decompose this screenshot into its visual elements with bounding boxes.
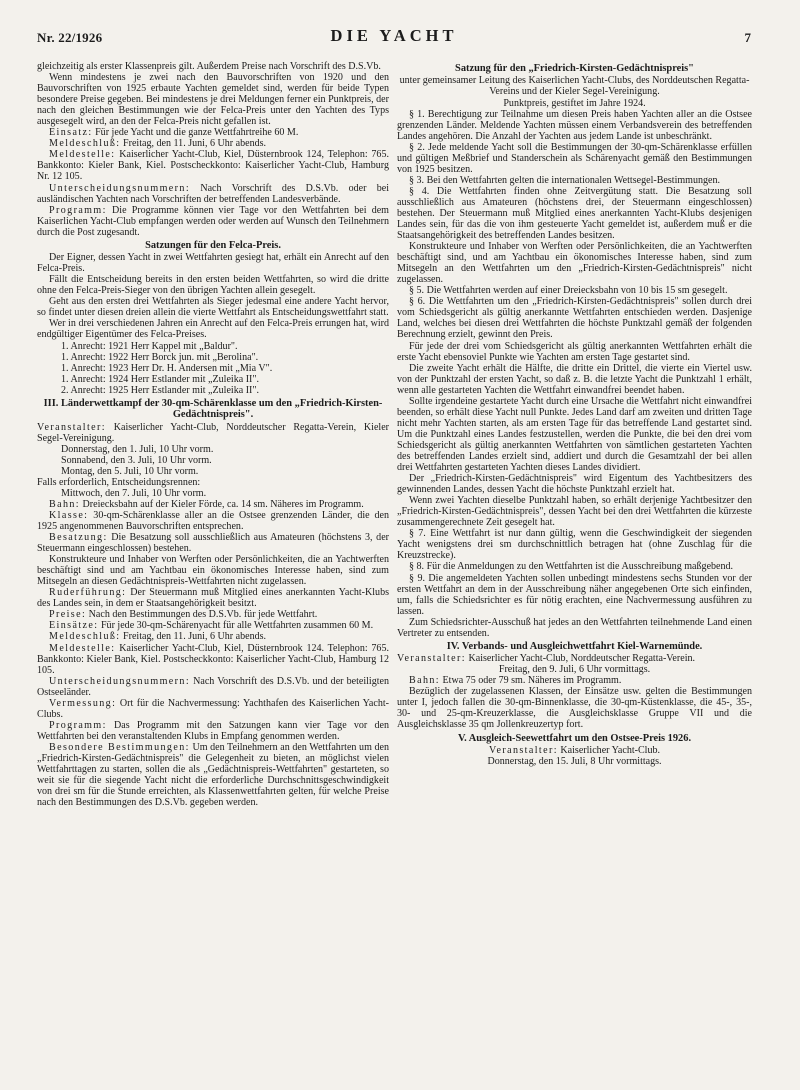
paragraph: Punktpreis, gestiftet im Jahre 1924. [503,97,646,109]
issue-number: Nr. 22/1926 [37,30,103,45]
einsatz-text: Für jede Yacht und die ganze Wettfahrtreihe 60 M. [95,127,299,139]
paragraph: unter gemeinsamer Leitung des Kaiserlichen Yacht-Clubs, des Norddeutschen Regatta-Vereins und der Kieler Segel-Vereinigung. [399,75,750,98]
list-item: Montag, den 5. Juli, 10 Uhr vorm. [61,465,199,477]
paragraph: § 8. Für die Anmeldungen zu den Wettfahrten ist die Ausschreibung maßgebend. [409,561,734,573]
section-heading: III. Länderwettkampf der 30-qm-Schärenklasse um den „Friedrich-Kirsten-Gedächtnispreis". [43,397,383,421]
vermessung-label: Vermessung: [49,697,117,709]
paragraph: Sollte irgendeine gestartete Yacht durch eine Ursache die Wettfahrt nicht einwandfrei beenden, so erhält diese Yacht null Punkte. Jedes Land darf am zweiten und dritten Tage nicht mehr Yachten starten, als am ersten Tage für das betreffende Land gestartet sind. Um die Punktzahl eines Landes festzustellen, werden die Punkte, die bei den drei vom Schiedsgericht als gültig anerkannten Wettfahrten von sämtlichen gestarteten Yachten des betreffenden Landes erzielt sind, addiert und durch die Gesamtzahl der bei allen drei Wettfahrten gestarteten Yachten dieses Landes dividiert. [397,395,752,474]
section-heading: V. Ausgleich-Seewettfahrt um den Ostsee-Preis 1926. [457,732,692,744]
veranstalter-paragraph [37,422,389,444]
meldestelle-text: Kaiserlicher Yacht-Club, Kiel, Düsternbrook 124, Telephon: 765. Bankkonto: Kieler Bank, Kiel. Postscheckkonto: Kaiserlicher Yacht-Club, Hamburg Nr. 12 105. [37,149,389,183]
list-item: Donnerstag, den 1. Juli, 10 Uhr vorm. [61,443,214,455]
paragraph: Bezüglich der zugelassenen Klassen, der Einsätze usw. gelten die Bestimmungen unter I, jedoch fallen die 30-qm-Binnenklasse, die 30-qm-Küstenklasse, die 45-, 35-, 30- und 25-qm-Kreuzerklasse, die Ausgleichsklasse Gruppe VII und die Ausgleichsklasse 35 qm Jollenkreuzertyp fort. [397,686,752,731]
paragraph: § 9. Die angemeldeten Yachten sollen unbedingt mindestens sechs Stunden vor der ersten Wettfahrt an dem in der Ausschreibung näher angegebenen Orte sich einfinden, um, falls die Schiedsrichter es für nötig erachten, eine Nachvermessung ausführen zu lassen. [397,572,752,617]
programm2-label: Programm: [49,719,107,731]
paragraph: Donnerstag, den 15. Juli, 8 Uhr vormittags. [487,755,662,767]
paragraph: Für jede der drei vom Schiedsgericht als gültig anerkannten Wettfahrten erhält die erste Yacht ebensoviel Punkte wie Yachten am ersten Tage gestartet sind. [397,340,752,363]
einsaetze-text: Für jede 30-qm-Schärenyacht für alle Wettfahrten zusammen 60 M. [100,620,374,632]
paragraph: § 1. Berechtigung zur Teilnahme um diesen Preis haben Yachten aller an die Ostsee grenzenden Länder. Meldende Yachten müssen einem Verbandsverein des betreffenden Landes angehören. Die Anzahl der Yachten aus jedem Lande ist unbeschränkt. [397,108,752,142]
list-item: 1. Anrecht: 1924 Herr Estlander mit „Zuleika II". [61,373,259,385]
einsaetze-paragraph [37,620,389,631]
list-item: 2. Anrecht: 1925 Herr Estlander mit „Zuleika II". [61,384,259,396]
bahn-text: Dreiecksbahn auf der Kieler Förde, ca. 14 sm. Näheres im Programm. [82,498,364,510]
unterscheidung-paragraph [37,183,389,205]
programm2-paragraph [37,720,389,742]
paragraph: Fällt die Entscheidung bereits in den ersten beiden Wettfahrten, so wird die dritte ohne den Felca-Preis-Sieger von den übrigen Yachten allein gesegelt. [37,274,389,297]
ruder-text: Der Steuermann muß Mitglied eines anerkannten Yacht-Klubs des Landes sein, in dem er Staatsangehörigkeit besitzt. [37,587,389,610]
paragraph: Die zweite Yacht erhält die Hälfte, die dritte ein Drittel, die vierte ein Viertel usw. von der Punktzahl der ersten Yacht, so daß z. B. die letzte Yacht die Punktzahl 1 erhält, wenn alle gestarteten Yachten die Wettfahrt einwandfrei beendet haben. [397,362,752,396]
paragraph: Konstrukteure und Inhaber von Werften oder Persönlichkeiten, die an Yachtwerften beschäftigt sind und am Yachtbau ein ökonomisches Interesse haben, sind zum Mitsegeln an diesen Gedächtnispreis-Wettfahrten nicht zugelassen. [37,554,389,588]
list-item: Sonnabend, den 3. Juli, 10 Uhr vorm. [61,454,212,466]
einsatz-paragraph [37,127,389,138]
paragraph: Der Eigner, dessen Yacht in zwei Wettfahrten gesiegt hat, erhält ein Anrecht auf den Felca-Preis. [37,252,389,275]
section-heading: IV. Verbands- und Ausgleichwettfahrt Kiel-Warnemünde. [446,640,703,652]
paragraph: Wenn zwei Yachten dieselbe Punktzahl haben, so erhält derjenige Yachtbesitzer den „Friedrich-Kirsten-Gedächtnispreis", dessen Yacht bei den drei Wettfahrten die kürzeste zusammengerechnete Zeit gesegelt hat. [397,495,752,529]
ruder-paragraph [37,587,389,609]
iv-bahn-text: Etwa 75 oder 79 sm. Näheres im Programm. [442,675,622,687]
paragraph: gleichzeitig als erster Klassenpreis gilt. Außerdem Preise nach Vorschrift des D.S.Vb. [37,61,381,72]
list-item: 1. Anrecht: 1921 Herr Kappel mit „Baldur". [61,340,238,352]
v-veranstalter-paragraph [397,745,752,756]
paragraph: Zum Schiedsrichter-Ausschuß hat jedes an den Wettfahrten teilnehmende Land einen Vertreter zu entsenden. [397,616,752,639]
preise-label: Preise: [49,609,87,621]
section-heading: Satzung für den „Friedrich-Kirsten-Gedächtnispreis" [455,63,694,74]
meldeschluss2-paragraph [37,631,389,642]
meldeschluss-text: Freitag, den 11. Juni, 6 Uhr abends. [123,138,267,150]
besatzung-text: Die Besatzung soll ausschließlich aus Amateuren (höchstens 3, der Steuermann eingeschlossen) bestehen. [37,532,389,555]
vermessung-text: Ort für die Nachvermessung: Yachthafen des Kaiserlichen Yacht-Clubs. [37,697,389,720]
anrecht-list [37,341,389,396]
meldestelle-label: Meldestelle: [49,149,116,161]
paragraph: § 5. Die Wettfahrten werden auf einer Dreiecksbahn von 10 bis 15 sm gesegelt. [409,285,728,297]
unterscheidung2-text: Nach Vorschrift des D.S.Vb. und der beteiligten Ostseeländer. [37,675,389,698]
unterscheidung-text: Nach Vorschrift des D.S.Vb. oder bei ausländischen Yachten nach Vorschriften der betreffenden Landesverbände. [37,182,389,205]
meldeschluss2-label: Meldeschluß: [49,631,121,643]
list-item: 1. Anrecht: 1923 Herr Dr. H. Andersen mit „Mia V". [61,362,273,374]
ruder-label: Ruderführung: [49,587,127,599]
dates-list [37,444,389,477]
iv-bahn-label: Bahn: [409,675,440,687]
programm-label: Programm: [49,204,107,216]
section-heading: Satzungen für den Felca-Preis. [145,239,281,251]
bahn-label: Bahn: [49,498,80,510]
page-header [37,26,751,52]
paragraph: Freitag, den 9. Juli, 6 Uhr vormittags. [498,664,651,676]
besondere-paragraph [37,742,389,808]
paragraph: Falls erforderlich, Entscheidungsrennen: [37,476,201,488]
paragraph: § 4. Die Wettfahrten finden ohne Zeitvergütung statt. Die Besatzung soll ausschließlich aus Amateuren (höchstens drei, der Steuermann eingeschlossen) bestehen. Der Steuermann muß Mitglied eines anerkannten Yacht-Klubs desjenigen Landes sein, für das die von ihm gesteuerte Yacht gemeldet ist, außerdem muß er die Staatsangehörigkeit des betreffenden Landes besitzen. [397,185,752,242]
v-veranstalter-text: Kaiserlicher Yacht-Club. [560,744,661,756]
left-column [37,61,389,1081]
programm-paragraph [37,205,389,238]
programm-text: Die Programme können vier Tage vor den Wettfahrten bei dem Kaiserlichen Yacht-Club empfangen werden oder werden auf Wunsch den Teilnehmern durch die Post zugesandt. [37,204,389,238]
besondere-label: Besondere Bestimmungen: [49,741,190,753]
paragraph: § 7. Eine Wettfahrt ist nur dann gültig, wenn die Geschwindigkeit der siegenden Yacht wenigstens drei sm durchschnittlich betragen hat (ohne Zuschlag für die Kreuzstrecke). [397,528,752,562]
iv-veranstalter-text: Kaiserlicher Yacht-Club, Norddeutscher Regatta-Verein. [468,653,696,665]
paragraph: § 3. Bei den Wettfahrten gelten die internationalen Wettsegel-Bestimmungen. [409,174,721,186]
list-item: Mittwoch, den 7. Juli, 10 Uhr vorm. [61,487,207,499]
meldeschluss-label: Meldeschluß: [49,138,121,150]
einsaetze-label: Einsätze: [49,620,99,632]
iv-bahn-paragraph [397,675,752,686]
klasse-paragraph [37,510,389,532]
meldeschluss-paragraph [37,138,389,149]
meldestelle2-text: Kaiserlicher Yacht-Club, Kiel, Düsternbrook 124. Telephon: 765. Bankkonto: Kieler Bank, Kiel. Postscheckkonto: Kaiserlicher Yacht-Club, Hamburg 12 105. [37,642,389,676]
preise-paragraph [37,609,389,620]
unterscheidung-label: Unterscheidungsnummern: [49,182,191,194]
meldestelle2-label: Meldestelle: [49,642,116,654]
besatzung-label: Besatzung: [49,532,108,544]
page-number: 7 [744,30,751,45]
paragraph: Konstrukteure und Inhaber von Werften oder Persönlichkeiten, die an Yachtwerften beschäftigt sind, und am Yachtbau ein ökonomisches Interesse haben, sind zum Mitsegeln an den Wettfahrten um den „Friedrich-Kirsten-Gedächtnispreis" nicht zugelassen. [397,241,752,286]
list-item: 1. Anrecht: 1922 Herr Borck jun. mit „Berolina". [61,351,259,363]
klasse-text: 30-qm-Schärenklasse aller an die Ostsee grenzenden Länder, die den 1925 angenommenen Bauvorschriften entsprechen. [37,509,389,532]
v-veranstalter-label: Veranstalter: [488,744,558,756]
programm2-text: Das Programm mit den Satzungen kann vier Tage vor den Wettfahrten bei den veranstaltenden Klubs in Empfang genommen werden. [37,719,389,742]
paragraph: § 2. Jede meldende Yacht soll die Bestimmungen der 30-qm-Schärenklasse erfüllen und gültigen Meßbrief und Standerschein als Schärenyacht gemäß den Bestimmungen von 1925 besitzen. [397,141,752,175]
bahn-paragraph [37,499,389,510]
unterscheidung2-paragraph [37,676,389,698]
besatzung-paragraph [37,532,389,554]
paragraph: Der „Friedrich-Kirsten-Gedächtnispreis" wird Eigentum des Yachtbesitzers des gewinnenden Landes, dessen Yacht die höchste Punktzahl erzielt hat. [397,473,752,496]
preise-text: Nach den Bestimmungen des D.S.Vb. für jede Wettfahrt. [88,609,318,621]
besondere-text: Um den Teilnehmern an den Wettfahrten um den „Friedrich-Kirsten-Gedächtnispreis" die Gelegenheit zu bieten, an möglichst vielen Wettfahrttagen zu starten, sollen die als „Gedächtnispreis-Wettfahrten" gestarteten, so weit sie für die siegende Yacht nicht die erforderliche Durchschnittsgeschwindigkeit von drei sm für die Stunde erreichten, als Klassenwettfahrten gelten, für welche Preise nach den Bestimmungen des D.S.Vb. gegeben werden. [37,741,389,809]
veranstalter-label: Veranstalter: [37,421,106,433]
iv-veranstalter-label: Veranstalter: [397,653,466,665]
paragraph: Geht aus den ersten drei Wettfahrten als Sieger jedesmal eine andere Yacht hervor, so findet unter diesen dreien allein die vierte Wettfahrt als Entscheidungswettfahrt statt. [37,296,389,319]
paragraph: Wer in drei verschiedenen Jahren ein Anrecht auf den Felca-Preis errungen hat, wird endgültiger Eigentümer des Felca-Preises. [37,318,389,341]
paragraph: Wenn mindestens je zwei nach den Bauvorschriften von 1920 und den Bauvorschriften von 1925 erbaute Yachten gemeldet sind, werden für beide Typen besondere Preise gegeben. Bei mindestens je drei Meldungen ferner ein Punktpreis, der nach den gleichen Bestimmungen wie der Felca-Preis unter den Yachten des Typs ausgesegelt wird, an den der Felca-Preis nicht gefallen ist. [37,72,389,128]
paragraph: § 6. Die Wettfahrten um den „Friedrich-Kirsten-Gedächtnispreis" sollen durch drei vom Schiedsgericht als gültig anerkannte Wettfahrten entschieden werden. Dasjenige Land, welches bei diesen drei Wettfahrten die höchste Punktzahl gemäß der folgenden Berechnung erzielt, gewinnt den Preis. [397,296,752,341]
meldeschluss2-text: Freitag, den 11. Juni, 6 Uhr abends. [123,631,267,643]
einsatz-label: Einsatz: [49,127,93,139]
meldestelle2-paragraph [37,643,389,676]
vermessung-paragraph [37,698,389,720]
unterscheidung2-label: Unterscheidungsnummern: [49,675,191,687]
iv-veranstalter-paragraph [397,653,752,664]
meldestelle-paragraph [37,149,389,182]
right-column [397,61,752,1081]
veranstalter-text: Kaiserlicher Yacht-Club, Norddeutscher Regatta-Verein, Kieler Segel-Vereinigung. [37,421,389,444]
masthead-title: DIE YACHT [330,26,458,45]
dates-list [37,488,389,499]
klasse-label: Klasse: [49,509,89,521]
